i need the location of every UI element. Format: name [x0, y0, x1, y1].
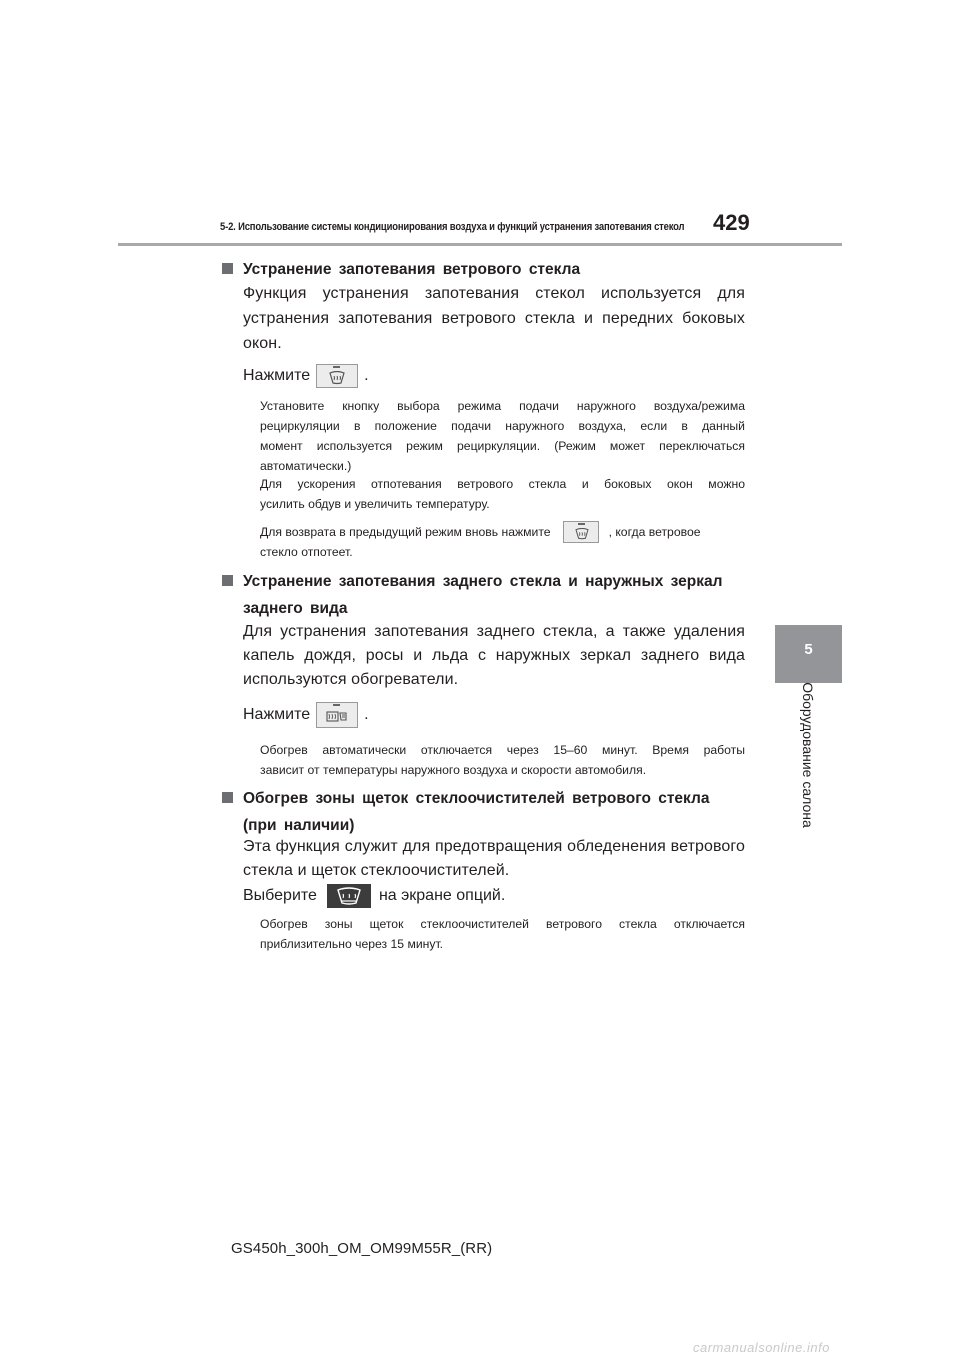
note-line: момент используется режим рециркуляции. (Режим может переключаться [260, 439, 745, 453]
body-line: Для устранения запотевания заднего стекла, а также удаления [243, 623, 745, 640]
return-note-before: Для возврата в предыдущий режим вновь нажмите [260, 525, 551, 539]
section-heading-front-defog: Устранение запотевания ветрового стекла [222, 256, 744, 283]
page-number: 429 [713, 210, 750, 235]
manual-code: GS450h_300h_OM_OM99M55R_(RR) [231, 1240, 493, 1257]
press-instruction [243, 363, 369, 389]
body-line: стекла и щеток стеклоочистителей. [243, 862, 510, 879]
front-defogger-icon [316, 364, 358, 388]
press-label: Нажмите [243, 367, 311, 384]
heading-bullet-icon [222, 792, 233, 803]
body-line: окон. [243, 335, 282, 352]
note-line: автоматически.) [260, 459, 352, 473]
note-line: приблизительно через 15 минут. [260, 937, 444, 951]
front-defogger-icon [563, 521, 599, 543]
note-line: Установите кнопку выбора режима подачи наружного воздуха/режима [260, 399, 745, 413]
note-line: Для ускорения отпотевания ветрового стекла и боковых окон можно [260, 477, 745, 491]
return-note-line2: стекло отпотеет. [260, 545, 353, 559]
select-instruction [243, 883, 505, 909]
select-label: Выберите [243, 887, 317, 904]
note-line: зависит от температуры наружного воздуха и скорости автомобиля. [260, 763, 647, 777]
press-label: Нажмите [243, 706, 311, 723]
body-line: Функция устранения запотевания стекол используется для [243, 285, 745, 302]
press-suffix: . [364, 706, 369, 723]
note-line: усилить обдув и увеличить температуру. [260, 497, 490, 511]
press-suffix: . [364, 367, 369, 384]
note-line: Обогрев автоматически отключается через 15–60 минут. Время работы [260, 743, 745, 757]
chapter-title-text: Оборудование салона [800, 682, 816, 828]
header-divider [118, 243, 842, 246]
return-note [260, 521, 745, 543]
note-line: рециркуляции в положение подачи наружного воздуха, если в данный [260, 419, 745, 433]
press-instruction [243, 702, 369, 728]
body-line: Эта функция служит для предотвращения обледенения ветрового [243, 838, 745, 855]
body-line: устранения запотевания ветрового стекла и передних боковых [243, 310, 745, 327]
body-line: капель дождя, росы и льда с наружных зеркал заднего вида [243, 647, 745, 664]
rear-defogger-icon [316, 702, 358, 728]
wiper-deicer-icon [327, 884, 371, 908]
section-title: 5-2. Использование системы кондиционирования воздуха и функций устранения запотевания стекол [220, 221, 685, 233]
return-note-after: , когда ветровое [608, 525, 701, 539]
section-heading-wiper-deicer: Обогрев зоны щеток стеклоочистителей ветрового стекла (при наличии) [222, 785, 744, 839]
note-line: Обогрев зоны щеток стеклоочистителей ветрового стекла отключается [260, 917, 745, 931]
heading-bullet-icon [222, 263, 233, 274]
chapter-number: 5 [804, 641, 813, 658]
body-line: используются обогреватели. [243, 671, 459, 688]
select-suffix: на экране опций. [378, 887, 506, 904]
watermark: carmanualsonline.info [693, 1340, 830, 1355]
section-heading-rear-defog: Устранение запотевания заднего стекла и наружных зеркал заднего вида [222, 568, 744, 622]
heading-bullet-icon [222, 575, 233, 586]
chapter-tab [775, 625, 842, 683]
